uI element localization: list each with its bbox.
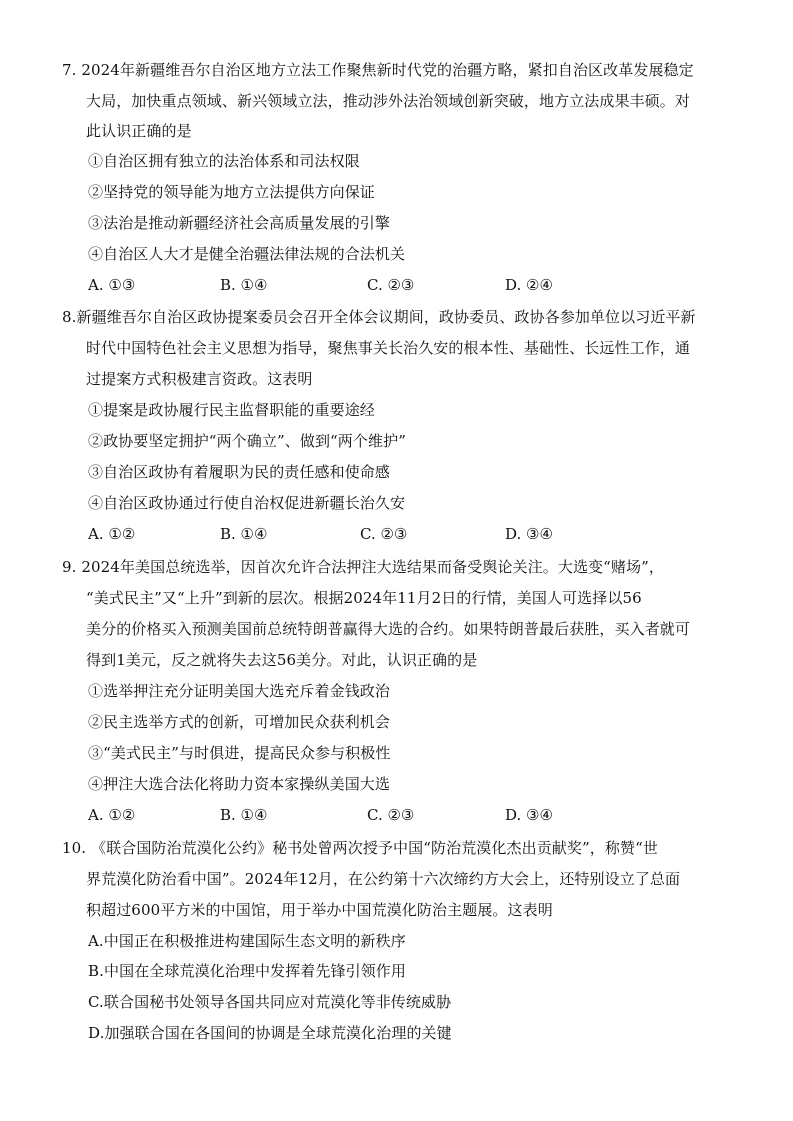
question-8-option-d: D. ③④: [505, 525, 553, 543]
question-9-option-a: A. ①②: [88, 806, 136, 824]
question-10-stem-line-2: 界荒漠化防治看中国”。2024年12月，在公约第十六次缔约方大会上，还特别设立了总面: [86, 870, 681, 888]
question-8-stem-line-1: 8.新疆维吾尔自治区政协提案委员会召开全体会议期间，政协委员、政协各参加单位以习近平新: [62, 308, 696, 326]
question-7-stem-line-2: 大局，加快重点领域、新兴领域立法，推动涉外法治领域创新突破，地方立法成果丰硕。对: [86, 92, 691, 110]
question-7-option-d: D. ②④: [505, 276, 553, 294]
question-7-option-b: B. ①④: [220, 276, 268, 294]
question-7-item-1: ①自治区拥有独立的法治体系和司法权限: [88, 152, 360, 170]
question-9-stem-line-3: 美分的价格买入预测美国前总统特朗普赢得大选的合约。如果特朗普最后获胜，买入者就可: [86, 620, 691, 638]
question-8-stem-line-3: 过提案方式积极建言资政。这表明: [86, 370, 313, 388]
question-10-option-b: B.中国在全球荒漠化治理中发挥着先锋引领作用: [88, 962, 406, 980]
question-9-option-d: D. ③④: [505, 806, 553, 824]
question-10-option-d: D.加强联合国在各国间的协调是全球荒漠化治理的关键: [88, 1024, 452, 1042]
question-7-item-2: ②坚持党的领导能为地方立法提供方向保证: [88, 183, 375, 201]
question-8-item-2: ②政协要坚定拥护“两个确立”、做到“两个维护”: [88, 432, 406, 450]
question-7-stem-line-1: 7. 2024年新疆维吾尔自治区地方立法工作聚焦新时代党的治疆方略，紧扣自治区改革发展稳定: [62, 61, 694, 79]
question-8-item-3: ③自治区政协有着履职为民的责任感和使命感: [88, 463, 391, 481]
question-9-stem-line-4: 得到1美元，反之就将失去这56美分。对此，认识正确的是: [86, 651, 478, 669]
question-9-item-1: ①选举押注充分证明美国大选充斥着金钱政治: [88, 682, 391, 700]
question-9-option-b: B. ①④: [220, 806, 268, 824]
question-9-item-3: ③“美式民主”与时俱进，提高民众参与积极性: [88, 744, 391, 762]
question-9-item-4: ④押注大选合法化将助力资本家操纵美国大选: [88, 775, 391, 793]
question-8-option-c: C. ②③: [360, 525, 408, 543]
question-9-option-c: C. ②③: [367, 806, 415, 824]
question-7-item-3: ③法治是推动新疆经济社会高质量发展的引擎: [88, 214, 391, 232]
question-7-stem-line-3: 此认识正确的是: [86, 122, 192, 140]
question-10-option-a: A.中国正在积极推进构建国际生态文明的新秩序: [88, 932, 406, 950]
question-8-item-4: ④自治区政协通过行使自治权促进新疆长治久安: [88, 494, 406, 512]
question-7-option-a: A. ①③: [88, 276, 136, 294]
question-10-stem-line-3: 积超过600平方米的中国馆，用于举办中国荒漠化防治主题展。这表明: [86, 901, 553, 919]
question-7-item-4: ④自治区人大才是健全治疆法律法规的合法机关: [88, 245, 406, 263]
question-9-item-2: ②民主选举方式的创新，可增加民众获利机会: [88, 713, 391, 731]
question-7-option-c: C. ②③: [367, 276, 415, 294]
question-8-stem-line-2: 时代中国特色社会主义思想为指导，聚焦事关长治久安的根本性、基础性、长远性工作，通: [86, 339, 691, 357]
question-9-stem-line-1: 9. 2024年美国总统选举，因首次允许合法押注大选结果而备受舆论关注。大选变“赌场”，: [62, 558, 664, 576]
question-8-item-1: ①提案是政协履行民主监督职能的重要途经: [88, 401, 375, 419]
question-10-option-c: C.联合国秘书处领导各国共同应对荒漠化等非传统威胁: [88, 993, 452, 1011]
question-8-option-b: B. ①④: [220, 525, 268, 543]
question-10-stem-line-1: 10. 《联合国防治荒漠化公约》秘书处曾两次授予中国“防治荒漠化杰出贡献奖”，称赞“世: [62, 839, 658, 857]
question-8-option-a: A. ①②: [88, 525, 136, 543]
question-9-stem-line-2: “美式民主”又“上升”到新的层次。根据2024年11月2日的行情，美国人可选择以56: [86, 589, 642, 607]
